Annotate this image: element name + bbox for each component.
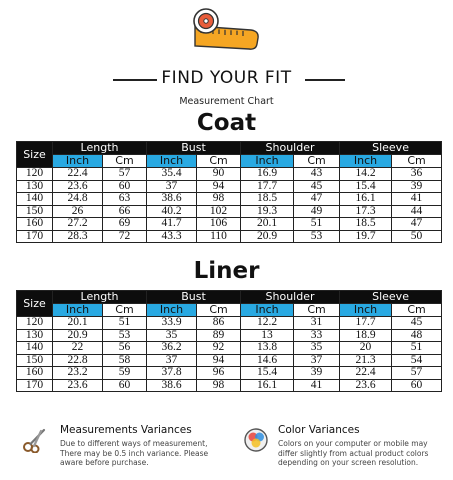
table-cell: 19.7 <box>340 230 392 243</box>
table-cell: 57 <box>392 367 442 380</box>
table-cell: 98 <box>197 193 241 206</box>
table-row <box>17 379 442 392</box>
coat-table-body <box>17 168 442 243</box>
inch-header: Inch <box>340 155 392 168</box>
note-title: Color Variances <box>278 424 360 436</box>
table-row <box>17 205 442 218</box>
table-cell: 21.3 <box>340 354 392 367</box>
table-cell: 98 <box>197 379 241 392</box>
table-cell: 20.9 <box>241 230 294 243</box>
table-cell: 36 <box>392 168 442 181</box>
table-cell: 18.9 <box>340 329 392 342</box>
cm-header: Cm <box>197 155 241 168</box>
table-cell: 23.2 <box>53 367 103 380</box>
table-cell: 44 <box>392 205 442 218</box>
table-cell: 53 <box>294 230 340 243</box>
table-cell: 33 <box>294 329 340 342</box>
cm-header: Cm <box>103 304 147 317</box>
table-cell: 51 <box>103 317 147 330</box>
shoulder-header: Shoulder <box>241 291 340 304</box>
table-cell: 39 <box>392 180 442 193</box>
length-header: Length <box>53 291 147 304</box>
table-cell: 31 <box>294 317 340 330</box>
table-cell: 17.7 <box>241 180 294 193</box>
table-row <box>17 193 442 206</box>
size-header: Size <box>17 291 53 317</box>
table-cell: 14.2 <box>340 168 392 181</box>
coat-size-table <box>16 141 442 243</box>
shoulder-header: Shoulder <box>241 142 340 155</box>
table-row <box>17 329 442 342</box>
table-cell: 26 <box>53 205 103 218</box>
bust-header: Bust <box>147 142 241 155</box>
inch-header: Inch <box>53 304 103 317</box>
table-cell: 37 <box>294 354 340 367</box>
size-cell: 170 <box>17 230 53 243</box>
cm-header: Cm <box>392 155 442 168</box>
table-row <box>17 230 442 243</box>
table-cell: 69 <box>103 218 147 231</box>
table-cell: 37 <box>147 354 197 367</box>
table-cell: 86 <box>197 317 241 330</box>
table-cell: 94 <box>197 354 241 367</box>
inch-header: Inch <box>340 304 392 317</box>
table-cell: 23.6 <box>53 180 103 193</box>
table-cell: 110 <box>197 230 241 243</box>
page-title: FIND YOUR FIT <box>161 68 292 88</box>
table-cell: 41 <box>392 193 442 206</box>
table-cell: 37 <box>147 180 197 193</box>
table-cell: 13.8 <box>241 342 294 355</box>
table-cell: 22 <box>53 342 103 355</box>
table-cell: 43.3 <box>147 230 197 243</box>
table-cell: 38.6 <box>147 193 197 206</box>
inch-header: Inch <box>147 155 197 168</box>
size-cell: 150 <box>17 354 53 367</box>
cm-header: Cm <box>197 304 241 317</box>
table-cell: 15.4 <box>340 180 392 193</box>
table-cell: 57 <box>103 168 147 181</box>
table-cell: 20.1 <box>53 317 103 330</box>
table-cell: 60 <box>103 180 147 193</box>
table-cell: 41 <box>294 379 340 392</box>
table-cell: 47 <box>392 218 442 231</box>
table-cell: 53 <box>103 329 147 342</box>
table-cell: 22.4 <box>53 168 103 181</box>
table-cell: 60 <box>103 379 147 392</box>
table-cell: 33.9 <box>147 317 197 330</box>
table-cell: 45 <box>294 180 340 193</box>
measurement-variance-note <box>60 424 208 468</box>
table-cell: 40.2 <box>147 205 197 218</box>
table-cell: 45 <box>392 317 442 330</box>
table-cell: 14.6 <box>241 354 294 367</box>
table-cell: 13 <box>241 329 294 342</box>
table-cell: 20.9 <box>53 329 103 342</box>
table-cell: 16.9 <box>241 168 294 181</box>
cm-header: Cm <box>103 155 147 168</box>
table-cell: 22.8 <box>53 354 103 367</box>
table-cell: 38.6 <box>147 379 197 392</box>
size-cell: 130 <box>17 180 53 193</box>
table-row <box>17 354 442 367</box>
inch-header: Inch <box>241 304 294 317</box>
table-cell: 48 <box>392 329 442 342</box>
page-subtitle: Measurement Chart <box>179 96 274 107</box>
table-row <box>17 317 442 330</box>
table-cell: 36.2 <box>147 342 197 355</box>
table-cell: 20 <box>340 342 392 355</box>
liner-table-body <box>17 317 442 392</box>
cm-header: Cm <box>392 304 442 317</box>
table-cell: 49 <box>294 205 340 218</box>
table-cell: 72 <box>103 230 147 243</box>
inch-header: Inch <box>241 155 294 168</box>
size-cell: 160 <box>17 367 53 380</box>
color-variance-note <box>278 424 428 468</box>
table-cell: 23.6 <box>53 379 103 392</box>
size-cell: 150 <box>17 205 53 218</box>
table-cell: 94 <box>197 180 241 193</box>
table-cell: 54 <box>392 354 442 367</box>
table-cell: 60 <box>392 379 442 392</box>
sleeve-header: Sleeve <box>340 142 442 155</box>
table-cell: 63 <box>103 193 147 206</box>
table-cell: 35 <box>294 342 340 355</box>
coat-section-title: Coat <box>196 110 257 136</box>
table-row <box>17 180 442 193</box>
size-cell: 140 <box>17 193 53 206</box>
table-cell: 89 <box>197 329 241 342</box>
note-body: Due to different ways of measurement, There may be 0.5 inch variance. Please aware before purchase. <box>60 439 209 467</box>
table-cell: 58 <box>103 354 147 367</box>
title-row <box>0 68 453 90</box>
table-cell: 56 <box>103 342 147 355</box>
size-cell: 170 <box>17 379 53 392</box>
note-body: Colors on your computer or mobile may differ slightly from actual product colors depending on your screen resolution. <box>278 439 429 467</box>
length-header: Length <box>53 142 147 155</box>
table-cell: 43 <box>294 168 340 181</box>
size-cell: 140 <box>17 342 53 355</box>
size-cell: 160 <box>17 218 53 231</box>
title-divider-right <box>305 79 345 81</box>
table-cell: 92 <box>197 342 241 355</box>
note-title: Measurements Variances <box>60 424 192 436</box>
table-row <box>17 168 442 181</box>
table-cell: 18.5 <box>340 218 392 231</box>
table-row <box>17 367 442 380</box>
table-cell: 37.8 <box>147 367 197 380</box>
table-cell: 18.5 <box>241 193 294 206</box>
table-cell: 47 <box>294 193 340 206</box>
table-cell: 66 <box>103 205 147 218</box>
liner-size-table <box>16 290 442 392</box>
size-cell: 120 <box>17 317 53 330</box>
size-cell: 130 <box>17 329 53 342</box>
liner-section-title: Liner <box>193 258 260 284</box>
table-row <box>17 342 442 355</box>
inch-header: Inch <box>53 155 103 168</box>
table-row <box>17 218 442 231</box>
table-cell: 17.7 <box>340 317 392 330</box>
bust-header: Bust <box>147 291 241 304</box>
table-cell: 20.1 <box>241 218 294 231</box>
table-cell: 12.2 <box>241 317 294 330</box>
table-cell: 51 <box>392 342 442 355</box>
table-cell: 96 <box>197 367 241 380</box>
cm-header: Cm <box>294 304 340 317</box>
table-cell: 16.1 <box>241 379 294 392</box>
table-cell: 106 <box>197 218 241 231</box>
table-cell: 50 <box>392 230 442 243</box>
table-cell: 39 <box>294 367 340 380</box>
table-cell: 90 <box>197 168 241 181</box>
table-cell: 19.3 <box>241 205 294 218</box>
table-cell: 51 <box>294 218 340 231</box>
table-cell: 59 <box>103 367 147 380</box>
table-cell: 28.3 <box>53 230 103 243</box>
inch-header: Inch <box>147 304 197 317</box>
table-cell: 41.7 <box>147 218 197 231</box>
table-cell: 23.6 <box>340 379 392 392</box>
table-cell: 35 <box>147 329 197 342</box>
color-wheel-icon <box>243 427 269 453</box>
size-header: Size <box>17 142 53 168</box>
table-cell: 27.2 <box>53 218 103 231</box>
size-cell: 120 <box>17 168 53 181</box>
measuring-tape-icon <box>191 6 261 52</box>
cm-header: Cm <box>294 155 340 168</box>
table-cell: 24.8 <box>53 193 103 206</box>
table-cell: 35.4 <box>147 168 197 181</box>
table-cell: 102 <box>197 205 241 218</box>
table-cell: 17.3 <box>340 205 392 218</box>
table-cell: 22.4 <box>340 367 392 380</box>
table-cell: 16.1 <box>340 193 392 206</box>
table-cell: 15.4 <box>241 367 294 380</box>
scissors-icon <box>22 427 48 453</box>
sleeve-header: Sleeve <box>340 291 442 304</box>
